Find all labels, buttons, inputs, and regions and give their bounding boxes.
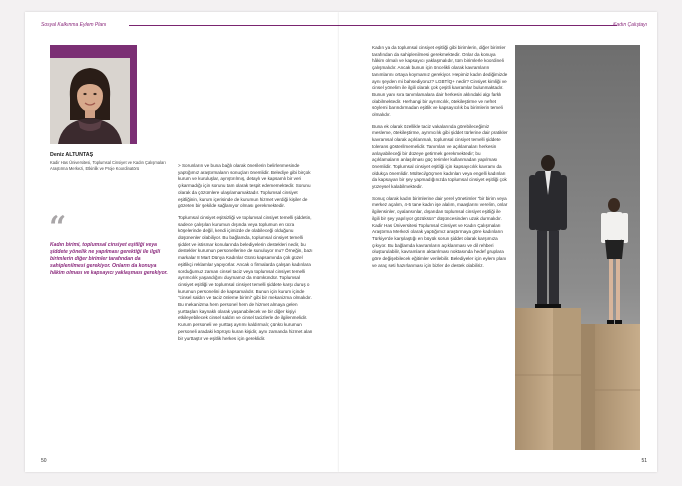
author-affiliation: Kadir Has Üniversitesi, Toplumsal Cinsiyet ve Kadın Çalışmaları Araştırma Merkezi, Etkinlik ve Proje Koordinatörü <box>50 160 166 171</box>
author-name: Deniz ALTUNTAŞ <box>50 152 94 158</box>
page-number-left: 50 <box>41 458 47 464</box>
right-page <box>339 12 657 472</box>
pull-quote: Kadın birimi, toplumsal cinsiyet eşitliği veya şiddete yönelik ne yapılması gerektiği ile ilgili birimlerin diğer birimler tarafından da sahiplenilmesi gerekiyor. Onların da konuya hâkim olması ve kapsayıcı yaklaşması gerekiyor. <box>50 242 168 277</box>
paragraph: > Sorunların ve buna bağlı olarak önerilerin belirlenmesinde yaptığımız araştırmaların sonuçları önemlidir. Belediye gibi birçok kurum ve kuruluşlar, ayrıştırılmış, detaylı ve kapsamlı bir veri çıkarmadığı için sorunu tam olarak tespit edememektedir. Sorunu olarak da çözümlere ulaşılamamaktadır. Toplumsal cinsiyet eşitliğinin, kurum içerisinde de kurumun hizmet verdiği kişiler de gözeten bir şekilde sağlanıyor olması gerekmektedir. <box>178 163 311 209</box>
page-number-right: 51 <box>641 458 647 464</box>
quote-mark-icon: “ <box>49 210 67 245</box>
author-portrait <box>50 58 130 144</box>
paragraph: Sonuç olarak kadın birimlerine dair yerel yönetimler "bir birim veya merkez açalım, 4-5 tane kadın işe alalım, maaşlarını verelim, onlar ilgilensinler, oyalansınlar, dışarıdan toplumsal cinsiyet eşitliği ile ilgili bir şey yapılıyor gözüksün" düşüncesinden uzak durmalıdır. Kadir Has Üniversitesi Toplumsal Cinsiyet ve Kadın Çalışmaları Araştırma Merkezi olarak yaptığımız araştırmaya göre kadınların Türkiye'de karşılaştığı en büyük sorun şiddet olarak karşımıza çıkıyor. Bu bağlamda kavramların açıklanması ve dil rehberi oluşturulabilir, kavramların aktarılması noktasında hedef gruplara göre değişebilecek eğitimler verilebilir. Belediyeler için eylem planı ve araç seti hazırlanması için bizler de destek olabiliriz. <box>372 195 508 268</box>
header-rule-left <box>129 25 339 26</box>
left-page <box>25 12 339 472</box>
illustration-photo <box>515 45 640 450</box>
running-header-right: Kadın Çalıştayı <box>613 22 647 28</box>
header-rule-right <box>339 25 617 26</box>
paragraph: Buna ek olarak özellikle taciz vakalarında görebileceğimiz mesleme, ötekileştirme, ayrımcılık gibi şiddet türlerine dair pratikler kavramsal olarak açıklanmalı, toplumsal cinsiyet temelli şiddete tolerans gösterilmemelidir. Tanımları ve açıklamaları herkesin anlayabileceği bir düzeye getirmek gerekmektedir; bu açıklamaların anlaşılması güç terimler kullanmadan yapılması önemlidir. Toplumsal cinsiyet eşitliği için kapsayıcılık kavramı da oldukça önemlidir. Mülteci/göçmen kadınları veya engelli kadınları da kapsayan bir şey yapmadığınızda toplumsal cinsiyet eşitliği çok yüzeysel kalabilmektedir. <box>372 123 508 190</box>
body-column-left <box>178 163 314 347</box>
paragraph: Toplumsal cinsiyet eşitsizliği ve toplumsal cinsiyet temelli şiddetin, sadece çalışılan kurumun dışında veya toplumun en ücra köşelerinde değil, kendi içimizde de olabileceği olduğunu düşünenler olabiliyor. Bu bağlamda, toplumsal cinsiyet temelli şiddet ve istismar konularında belediyelerin destekleri nedir, bu destekler kurumun personellerine de sunuluyor mu? Örneğin, bazı markalar 8 Mart Dünya Kadınlar Günü kapsamında çok güzel eşitlikçi reklamlar yapıyorlar. Ancak o firmalarda çalışan kadınlara sorduğumuz zaman cinsel taciz veya toplumsal cinsiyet temelli ayrımcılık yaşandığını duymamız da mümkündür. Toplumsal cinsiyet eşitliği ve toplumsal cinsiyet temelli şiddete karşı duruş o kurumun personelini de kapsamalıdır. Bunun için kurum içinde "cinsel saldırı ve taciz önleme birimi" gibi bir mekanizma olmalıdır. Bu mekanizma hem personel hem de hizmet almaya gelen yurttaşları kaynaklı olarak yaşanabilecek ve bir diğer kişiyi etkileyebilecek cinsel saldırı ve cinsel tacizlerle de ilgilenmelidir. Kurum personeli ve yurttaş ayrımı kaldırmalı; çünkü kurumun personeli aradaki köprüyü kuran kişidir, aynı zamanda hizmet alan bir yurttaştır ve eşitlik herkes için gereklidir. <box>178 214 313 341</box>
body-column-right <box>372 45 508 275</box>
running-header-left: Sosyal Kalkınma Eylem Planı <box>41 22 107 28</box>
paragraph: Kadın ya da toplumsal cinsiyet eşitliği gibi birimlerin, diğer birimler tarafından da sahiplenilmesi gerekmektedir. Onlar da konuya hâkim olmalı ve kapsayıcı yaklaşmalıdır, tüm birimlerle koordineli çalışmalıdır. Ancak bunun için öncelikli olarak kavramların tanımlarını ortaya koymamız gerekiyor. Hepimiz kadın dediğimizde aynı şeyden mi bahsediyoruz? LGBTİQ+ nedir? Cinsiyet kimliği ve cinsel yönelim ile ilgili olarak çok çeşitli kavramlar bulunmaktadır. Bunun yanı sıra tanımlamalara dair herkesin aklındaki algı farklı olabilmektedir. Herhangi bir ayrımcılık, ötekileştirme ve nefret söylemi barındırmadan eşitlik ve kapsayıcılık bu birimlerin temeli olmalıdır. <box>372 45 508 118</box>
photo-frame <box>50 45 137 144</box>
